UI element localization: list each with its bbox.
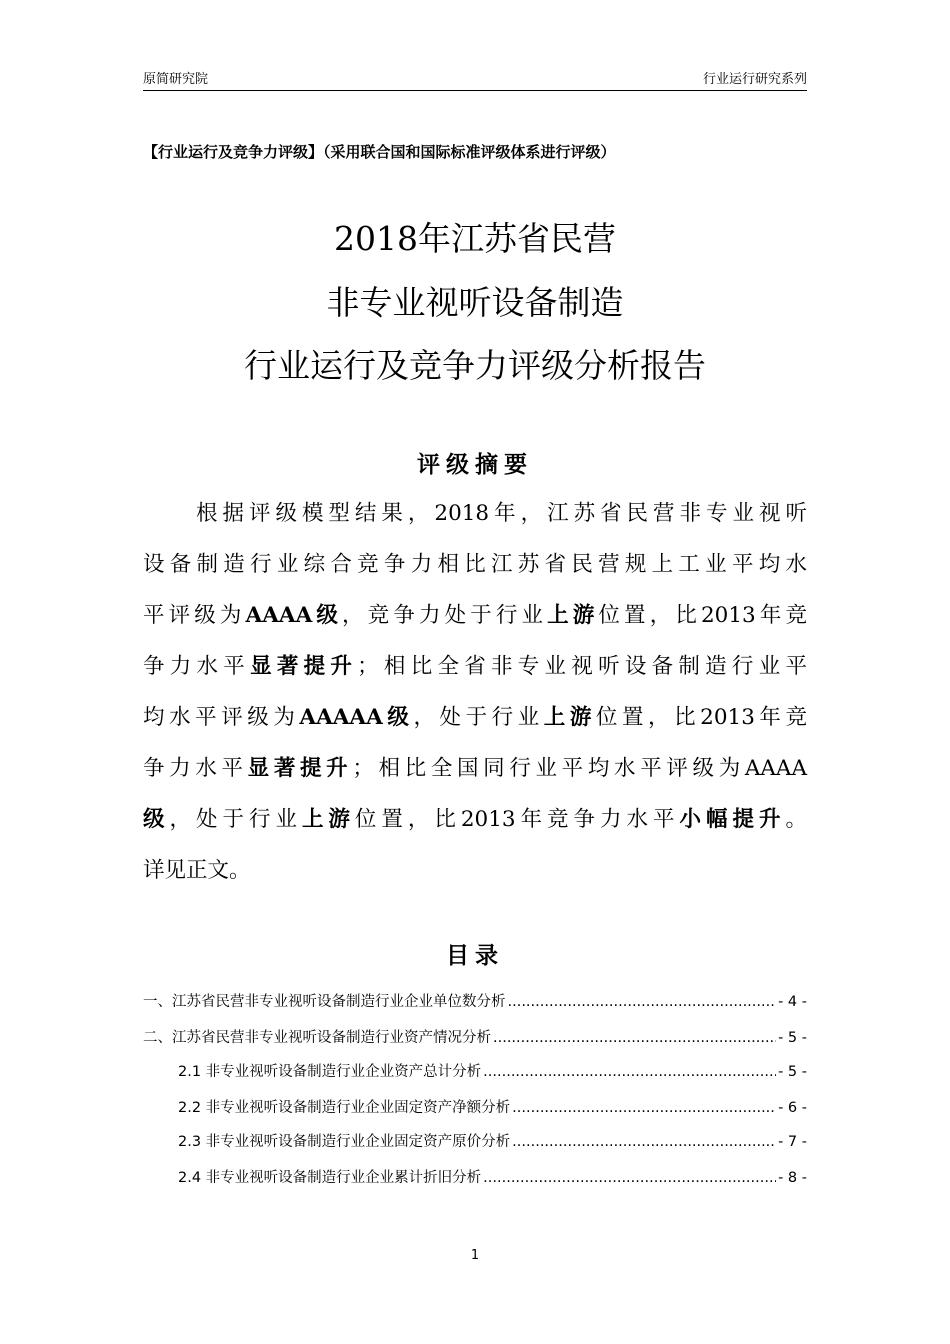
- tagline: 【行业运行及竞争力评级】（采用联合国和国际标准评级体系进行评级）: [143, 143, 616, 161]
- summary-line: [143, 590, 807, 641]
- summary-text: ，竞争力处于行业: [342, 603, 548, 628]
- toc-entry-page: - 8 -: [778, 1170, 807, 1186]
- summary-text: 均水平评级为: [143, 705, 300, 730]
- toc-entry-label: 2.2 非专业视听设备制造行业企业固定资产净额分析: [178, 1100, 511, 1116]
- summary-text: 位置，比2013年竞争力水平: [354, 807, 680, 832]
- toc-entry-label: 二、江苏省民营非专业视听设备制造行业资产情况分析: [143, 1030, 491, 1046]
- title-line-3: 行业运行及竞争力评级分析报告: [244, 346, 706, 385]
- toc-entry[interactable]: [178, 1096, 807, 1118]
- header-org: 原简研究院: [143, 72, 209, 87]
- toc-entry[interactable]: [178, 1166, 807, 1188]
- summary-text: 位置，比2013年竞: [595, 705, 807, 730]
- summary-text: 争力水平: [143, 756, 248, 781]
- toc-entry[interactable]: [143, 1026, 807, 1048]
- toc-entry[interactable]: [178, 1060, 807, 1082]
- page-header: [143, 68, 807, 91]
- summary-text: 设备制造行业综合竞争力相比江苏省民营规上工业平均水: [143, 552, 807, 577]
- summary-emphasis: 上游: [301, 807, 355, 832]
- toc-entry-page: - 4 -: [778, 994, 807, 1010]
- summary-line: [143, 794, 807, 845]
- page-number: 1: [470, 1248, 480, 1263]
- header-series: 行业运行研究系列: [702, 72, 807, 87]
- title-line-1: 2018年江苏省民营: [334, 219, 616, 258]
- toc-entry[interactable]: [178, 1130, 807, 1152]
- toc-entry-page: - 5 -: [778, 1064, 807, 1080]
- toc-leader-dots: [512, 1134, 776, 1150]
- toc-entry-page: - 7 -: [778, 1134, 807, 1150]
- summary-emphasis: 级: [143, 807, 170, 832]
- summary-line: [143, 692, 807, 743]
- summary-emphasis: 显著提升: [250, 654, 358, 679]
- summary-emphasis: 上游: [547, 603, 599, 628]
- toc-leader-dots: [493, 1030, 776, 1046]
- summary-text: 平评级为: [143, 603, 246, 628]
- summary-text: 根据评级模型结果，2018年，江苏省民营非专业视听: [143, 501, 807, 526]
- toc-heading: 目录: [446, 943, 504, 969]
- toc-entry-label: 2.3 非专业视听设备制造行业企业固定资产原价分析: [178, 1134, 511, 1150]
- summary-line: [143, 743, 807, 794]
- summary-line: [143, 845, 807, 896]
- toc-entry-label: 一、江苏省民营非专业视听设备制造行业企业单位数分析: [143, 994, 506, 1010]
- summary-line: [143, 539, 807, 590]
- summary-text: ；相比全国同行业平均水平评级为AAAA: [352, 756, 807, 781]
- summary-emphasis: 小幅提升: [679, 807, 786, 832]
- summary-paragraph: [143, 488, 807, 896]
- summary-text: 争力水平: [143, 654, 251, 679]
- toc-leader-dots: [508, 994, 777, 1010]
- summary-text: ；相比全省非专业视听设备制造行业平: [357, 654, 807, 679]
- toc-entry-label: 2.1 非专业视听设备制造行业企业资产总计分析: [178, 1064, 482, 1080]
- toc-entry-page: - 6 -: [778, 1100, 807, 1116]
- summary-emphasis: AAAAA级: [299, 705, 414, 730]
- summary-text: 详见正文。: [143, 858, 251, 883]
- summary-line: [143, 488, 807, 539]
- summary-text: ，处于行业: [413, 705, 544, 730]
- summary-emphasis: 上游: [543, 705, 596, 730]
- toc-leader-dots: [483, 1170, 776, 1186]
- toc-leader-dots: [512, 1100, 776, 1116]
- toc-entry-page: - 5 -: [778, 1030, 807, 1046]
- toc-entry[interactable]: [143, 990, 807, 1012]
- toc-entry-label: 2.4 非专业视听设备制造行业企业累计折旧分析: [178, 1170, 482, 1186]
- summary-emphasis: AAAA级: [245, 603, 343, 628]
- summary-text: 位置，比2013年竞: [598, 603, 807, 628]
- summary-emphasis: 显著提升: [247, 756, 353, 781]
- title-line-2: 非专业视听设备制造: [326, 283, 624, 322]
- summary-text: 。: [785, 807, 807, 832]
- summary-heading: 评级摘要: [417, 452, 533, 478]
- toc-leader-dots: [483, 1064, 776, 1080]
- summary-line: [143, 641, 807, 692]
- summary-text: ，处于行业: [169, 807, 302, 832]
